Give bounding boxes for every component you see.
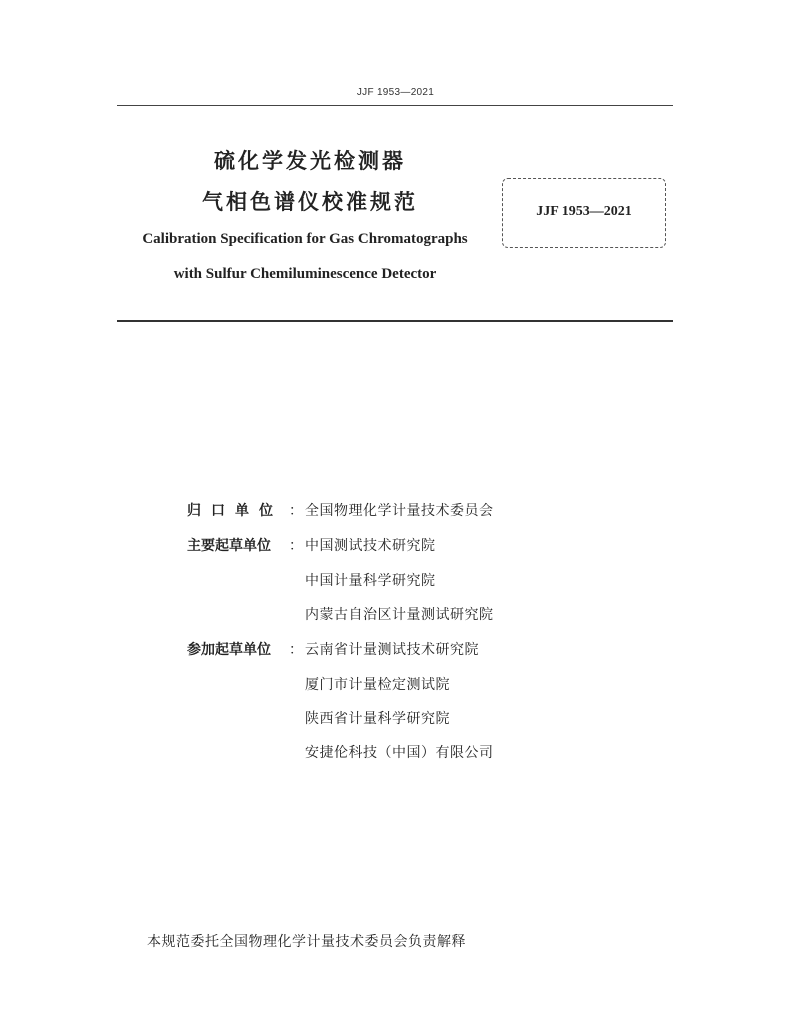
title-cn-line2: 气相色谱仪校准规范 xyxy=(202,190,418,214)
responsible-unit-label: 归口单位 xyxy=(187,503,283,519)
bottom-rule xyxy=(117,320,673,322)
running-header: JJF 1953—2021 xyxy=(356,87,435,98)
participating-drafter-item: 厦门市计量检定测试院 xyxy=(305,677,450,693)
standard-code: JJF 1953—2021 xyxy=(536,204,632,219)
title-cn-line1: 硫化学发光检测器 xyxy=(214,149,406,173)
responsible-unit-colon: ： xyxy=(289,503,303,519)
participating-drafters-colon: ： xyxy=(289,642,303,658)
top-rule xyxy=(117,105,673,106)
responsible-unit-value: 全国物理化学计量技术委员会 xyxy=(305,503,494,519)
standard-code-box xyxy=(502,178,666,248)
participating-drafter-item: 安捷伦科技（中国）有限公司 xyxy=(305,745,494,761)
title-en-line1: Calibration Specification for Gas Chromatographs xyxy=(142,231,468,247)
main-drafters-colon: ： xyxy=(289,538,303,554)
main-drafter-item: 中国测试技术研究院 xyxy=(305,538,436,554)
main-drafter-item: 中国计量科学研究院 xyxy=(305,573,436,589)
interpretation-note: 本规范委托全国物理化学计量技术委员会负责解释 xyxy=(147,934,466,950)
participating-drafter-item: 云南省计量测试技术研究院 xyxy=(305,642,479,658)
participating-drafter-item: 陕西省计量科学研究院 xyxy=(305,711,450,727)
title-en-line2: with Sulfur Chemiluminescence Detector xyxy=(173,266,437,282)
participating-drafters-label: 参加起草单位 xyxy=(187,642,271,658)
main-drafters-label: 主要起草单位 xyxy=(187,538,271,554)
main-drafter-item: 内蒙古自治区计量测试研究院 xyxy=(305,607,494,623)
